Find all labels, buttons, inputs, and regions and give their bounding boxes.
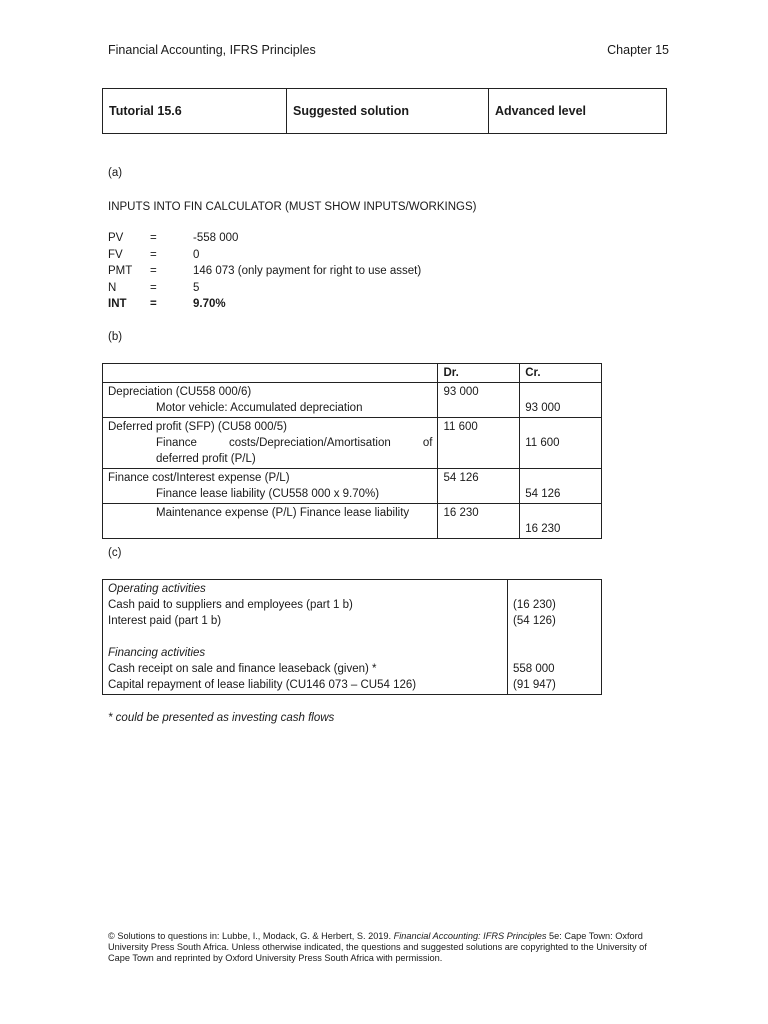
credit-account: Finance lease liability (CU558 000 x 9.70%) <box>156 488 380 500</box>
input-key: FV <box>108 248 123 261</box>
operating-item-label: Interest paid (part 1 b) <box>108 615 222 627</box>
input-key: INT <box>108 298 127 310</box>
credit-account-word: Finance <box>156 437 197 449</box>
financing-heading: Financing activities <box>108 647 206 659</box>
tutorial-number: Tutorial 15.6 <box>103 89 287 134</box>
tutorial-level: Advanced level <box>489 89 667 134</box>
footer-book-title: Financial Accounting: IFRS Principles <box>393 931 547 941</box>
credit-account-word: costs/Depreciation/Amortisation <box>229 437 391 449</box>
journal-table <box>102 363 602 539</box>
header-book-title: Financial Accounting, IFRS Principles <box>108 43 316 57</box>
journal-entry <box>103 469 602 504</box>
cr-amount: 11 600 <box>525 437 560 449</box>
dr-header: Dr. <box>438 364 520 383</box>
part-b-label: (b) <box>108 331 123 343</box>
operating-item-value: (16 230) <box>513 599 556 611</box>
debit-account: Finance cost/Interest expense (P/L) <box>108 472 290 484</box>
cash-flow-note: * could be presented as investing cash flows <box>108 712 335 724</box>
cr-amount: 16 230 <box>525 523 561 535</box>
dr-amount: 11 600 <box>438 418 520 469</box>
operating-item-label: Cash paid to suppliers and employees (part 1 b) <box>108 599 353 611</box>
operating-item-value: (54 126) <box>513 615 556 627</box>
financing-item-value: (91 947) <box>513 679 556 691</box>
copyright-footer <box>108 931 664 964</box>
input-equals: = <box>150 281 157 294</box>
operating-heading: Operating activities <box>108 583 206 595</box>
cr-amount: 54 126 <box>525 488 561 500</box>
cr-header: Cr. <box>520 364 602 383</box>
header-chapter: Chapter 15 <box>607 43 669 57</box>
input-value: 0 <box>193 248 200 261</box>
journal-header-row <box>103 364 602 383</box>
input-equals: = <box>150 298 157 310</box>
dr-amount: 54 126 <box>438 469 520 504</box>
financing-item-label: Cash receipt on sale and finance leaseback (given) * <box>108 663 377 675</box>
dr-amount: 16 230 <box>438 504 520 539</box>
footer-text: 5e: Cape Town: Oxford University Press South Africa. Unless otherwise indicated, the questions and suggested solutions are copyrighted to the University of Cape Town and reprinted by Oxford University Press South Africa with permission. <box>108 931 647 963</box>
credit-account-continued: deferred profit (P/L) <box>156 453 256 465</box>
credit-account-word: of <box>422 437 433 449</box>
journal-entry <box>103 504 602 539</box>
journal-entry <box>103 383 602 418</box>
financing-item-value: 558 000 <box>513 663 555 675</box>
part-a-label: (a) <box>108 167 123 179</box>
journal-entry <box>103 418 602 469</box>
footer-text: Solutions to questions in: Lubbe, I., Modack, G. & Herbert, S. 2019. <box>114 931 394 941</box>
cash-flow-table <box>102 579 602 695</box>
debit-account: Deferred profit (SFP) (CU58 000/5) <box>108 421 287 433</box>
part-c-label: (c) <box>108 547 122 559</box>
financing-item-label: Capital repayment of lease liability (CU146 073 – CU54 126) <box>108 679 417 691</box>
debit-account: Maintenance expense (P/L) Finance lease liability <box>156 507 410 519</box>
dr-amount: 93 000 <box>438 383 520 418</box>
input-equals: = <box>150 248 157 261</box>
input-equals: = <box>150 265 157 277</box>
credit-account: Motor vehicle: Accumulated depreciation <box>156 402 363 414</box>
input-equals: = <box>150 232 157 244</box>
input-key: PV <box>108 232 124 244</box>
input-value: -558 000 <box>193 232 239 244</box>
input-value: 5 <box>193 281 200 294</box>
input-value: 146 073 (only payment for right to use asset) <box>193 265 422 277</box>
cr-amount: 93 000 <box>525 402 561 414</box>
input-key: PMT <box>108 265 133 277</box>
tutorial-box <box>102 88 667 134</box>
copyright-symbol: © <box>108 931 115 941</box>
credit-account <box>108 435 432 451</box>
input-key: N <box>108 281 117 294</box>
debit-account: Depreciation (CU558 000/6) <box>108 386 252 398</box>
input-value: 9.70% <box>193 298 226 310</box>
part-a-heading: INPUTS INTO FIN CALCULATOR (MUST SHOW INPUTS/WORKINGS) <box>108 201 477 213</box>
tutorial-solution-label: Suggested solution <box>287 89 489 134</box>
